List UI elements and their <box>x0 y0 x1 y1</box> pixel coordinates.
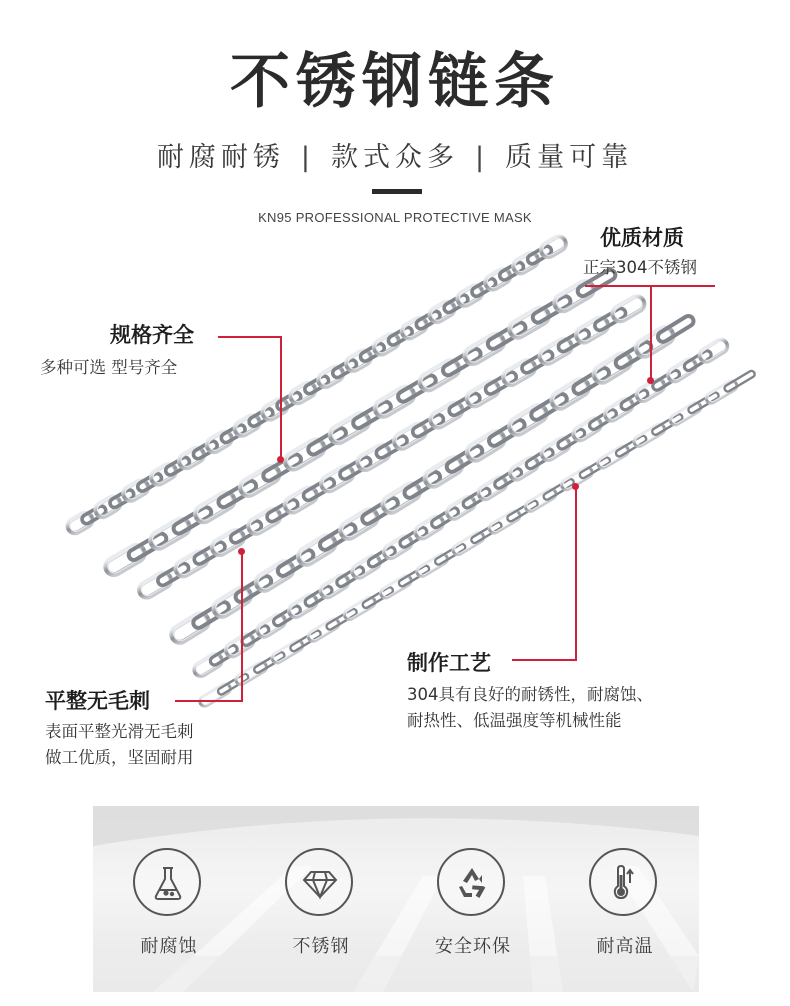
leader-line <box>218 336 282 338</box>
thermometer-icon <box>589 848 657 916</box>
flask-icon <box>133 848 201 916</box>
chain-link <box>666 357 698 384</box>
chain-link <box>318 573 350 600</box>
subtitle-item: 耐腐耐锈 <box>156 142 285 173</box>
chain-link <box>539 234 569 259</box>
chain-link <box>238 463 282 498</box>
chain-link <box>591 351 633 386</box>
chain-link <box>462 331 506 366</box>
subtitle-separator: | <box>300 142 315 173</box>
chain-link <box>327 411 371 446</box>
leader-line <box>241 552 243 702</box>
tagline: KN95 PROFESSIONAL PROTECTIVE MASK <box>258 210 532 225</box>
leader-line <box>650 285 652 380</box>
chain-link <box>464 429 506 464</box>
chain-link <box>350 553 382 580</box>
chain-link <box>372 384 416 419</box>
chain-link <box>380 481 422 516</box>
annotation-craft-title: 制作工艺 <box>407 651 491 675</box>
chain-link <box>417 358 461 393</box>
leader-line <box>575 487 577 661</box>
chain-link <box>445 494 477 521</box>
leader-line <box>280 336 282 460</box>
leader-dot <box>572 483 579 490</box>
annotation-smooth-desc-line1: 表面平整光滑无毛刺 <box>45 722 194 741</box>
annotation-craft-desc-line2: 耐热性、低温强度等机械性能 <box>407 711 622 730</box>
leader-dot <box>277 456 284 463</box>
annotation-material-desc: 正宗304不锈钢 <box>583 258 697 277</box>
chain-link <box>549 377 591 412</box>
chains-group <box>65 234 756 708</box>
annotation-smooth-desc-line2: 做工优质，坚固耐用 <box>45 748 194 767</box>
chain-link <box>192 652 224 679</box>
annotation-spec-title: 规格齐全 <box>110 323 194 347</box>
chain-link <box>610 294 647 324</box>
chain-link <box>633 325 675 360</box>
chain-link <box>338 507 380 542</box>
feature-item <box>245 806 397 992</box>
feature-label: 不锈钢 <box>292 936 350 957</box>
feature-label: 耐腐蚀 <box>140 936 198 957</box>
annotation-smooth-title: 平整无毛刺 <box>45 689 150 713</box>
feature-strip <box>93 806 699 992</box>
chain-link <box>571 416 603 443</box>
annotation-spec-desc: 多种可选 型号齐全 <box>40 358 178 377</box>
chain-link <box>193 490 237 525</box>
chain-link <box>413 514 445 541</box>
chain-link <box>148 516 192 551</box>
annotation-craft-desc-line1: 304具有良好的耐锈性，耐腐蚀、 <box>407 685 653 704</box>
chain-link <box>287 593 319 620</box>
subtitle-separator: | <box>475 142 490 173</box>
chain-link <box>603 396 635 423</box>
recycle-icon <box>437 848 505 916</box>
chain-link <box>422 455 464 490</box>
chain-link <box>169 611 211 646</box>
feature-item <box>549 806 699 992</box>
chain-link <box>381 534 413 561</box>
chain-link <box>507 403 549 438</box>
chain-link <box>253 559 295 594</box>
feature-label: 安全环保 <box>435 936 511 957</box>
page-title: 不锈钢链条 <box>230 47 560 117</box>
chain-link <box>211 585 253 620</box>
feature-item <box>93 806 245 992</box>
subtitle-item: 款式众多 <box>331 142 459 173</box>
chain-link <box>476 475 508 502</box>
chain-link <box>507 305 551 340</box>
annotation-material-title: 优质材质 <box>600 226 684 250</box>
feature-label: 耐高温 <box>596 936 654 957</box>
chain-link <box>103 542 147 577</box>
leader-line <box>175 700 243 702</box>
subtitle-item: 质量可靠 <box>505 142 634 173</box>
chain-link <box>508 455 540 482</box>
leader-dot <box>238 548 245 555</box>
chain-link <box>697 337 729 364</box>
diamond-icon <box>285 848 353 916</box>
feature-item <box>397 806 549 992</box>
chain-link <box>295 533 337 568</box>
chain-link <box>539 436 571 463</box>
chain-link <box>223 632 255 659</box>
chain-link <box>282 437 326 472</box>
leader-dot <box>647 377 654 384</box>
chain-link <box>255 612 287 639</box>
leader-line <box>512 659 577 661</box>
chain-link <box>552 279 596 314</box>
